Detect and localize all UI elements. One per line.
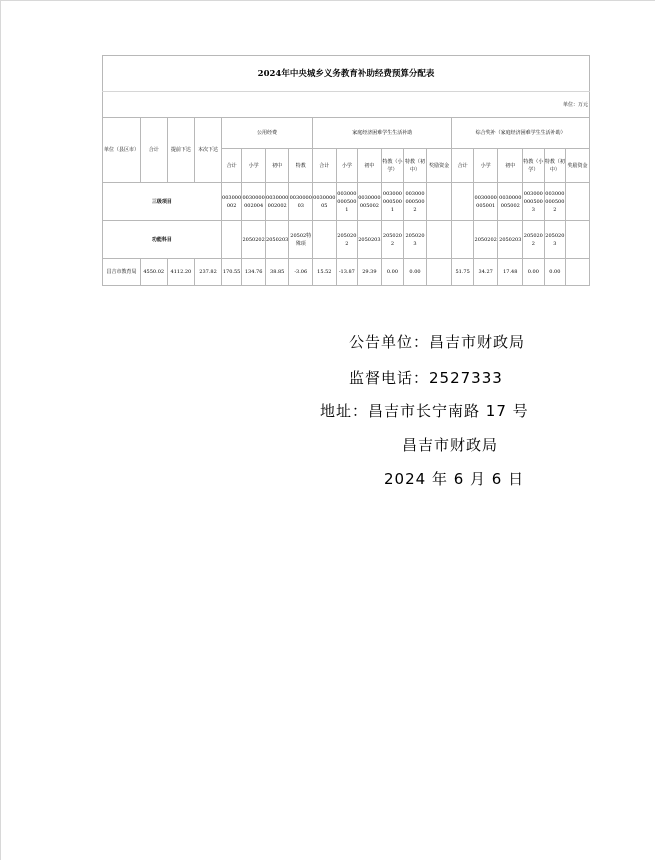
project-code-cell: 0030000005001 <box>381 183 404 221</box>
project-code-cell: 003000002 <box>221 183 241 221</box>
empty-cell <box>313 221 337 259</box>
sub-header-junior: 初中 <box>265 149 289 183</box>
sub-header-reward: 奖励资金 <box>426 149 452 183</box>
data-sch-special-primary: 0.00 <box>523 259 545 286</box>
page-edge-left <box>0 0 1 860</box>
data-fam-special-primary: 0.00 <box>381 259 404 286</box>
data-pub-junior: 38.85 <box>265 259 289 286</box>
budget-allocation-table <box>102 55 590 286</box>
empty-cell <box>566 221 590 259</box>
row-label-subject: 功能科目 <box>103 221 222 259</box>
empty-cell <box>426 221 452 259</box>
page-edge-top <box>0 0 655 1</box>
sub-header-total: 合计 <box>452 149 474 183</box>
header-total: 合计 <box>140 118 167 183</box>
subject-code-cell: 2050202 <box>473 221 498 259</box>
header-unit: 单位（县区市） <box>103 118 141 183</box>
project-code-cell: 0030000002002 <box>265 183 289 221</box>
header-public-funds: 公用经费 <box>221 118 312 149</box>
project-code-cell: 0030000005003 <box>523 183 545 221</box>
subject-code-cell: 2050203 <box>404 221 427 259</box>
project-code-cell: 0030000005002 <box>544 183 566 221</box>
sub-header-special: 特教 <box>289 149 313 183</box>
project-code-cell: 0030000005002 <box>358 183 382 221</box>
project-code-cell: 0030000005002 <box>498 183 523 221</box>
header-prev-issued: 提前下达 <box>167 118 195 183</box>
empty-cell <box>452 221 474 259</box>
data-sch-junior: 17.48 <box>498 259 523 286</box>
unit-label: 单位：万元 <box>103 92 590 118</box>
address: 地址：昌吉市长宁南路 17 号 <box>320 402 529 420</box>
header-family-support: 家庭经济困难学生生活补助 <box>313 118 452 149</box>
sub-header-primary: 小学 <box>242 149 266 183</box>
sub-header-primary: 小学 <box>336 149 358 183</box>
subject-code-cell: 2050203 <box>498 221 523 259</box>
sub-header-special-primary: 特教（小学） <box>381 149 404 183</box>
data-pub-total: 170.55 <box>221 259 241 286</box>
data-total: 4550.02 <box>140 259 167 286</box>
sub-header-reward: 奖励资金 <box>566 149 590 183</box>
project-code-cell: 0030000005001 <box>473 183 498 221</box>
subject-code-cell: 2050203 <box>544 221 566 259</box>
data-prev-issued: 4112.20 <box>167 259 195 286</box>
header-this-issued: 本次下达 <box>195 118 222 183</box>
data-this-issued: 237.82 <box>195 259 222 286</box>
sub-header-total: 合计 <box>221 149 241 183</box>
empty-cell <box>452 183 474 221</box>
data-fam-reward <box>426 259 452 286</box>
project-code-cell: 0030000005002 <box>404 183 427 221</box>
data-fam-primary: -13.87 <box>336 259 358 286</box>
sub-header-total: 合计 <box>313 149 337 183</box>
data-fam-total: 15.52 <box>313 259 337 286</box>
project-code-cell: 003000003 <box>289 183 313 221</box>
subject-code-cell: 2050202 <box>523 221 545 259</box>
sub-header-special-junior: 特教（初中） <box>544 149 566 183</box>
empty-cell <box>221 221 241 259</box>
table-title: 2024年中央城乡义务教育补助经费预算分配表 <box>103 56 590 92</box>
data-pub-special: -3.06 <box>289 259 313 286</box>
data-unit-name: 昌吉市教育局 <box>103 259 141 286</box>
subject-code-cell: 2050202 <box>242 221 266 259</box>
header-scholarship: 综合奖补（家庭经济困难学生生活补助） <box>452 118 590 149</box>
subject-code-cell: 2050203 <box>358 221 382 259</box>
data-sch-primary: 34.27 <box>473 259 498 286</box>
issuer: 昌吉市财政局 <box>402 436 499 454</box>
subject-code-cell: 2050203 <box>265 221 289 259</box>
empty-cell <box>566 183 590 221</box>
data-fam-special-junior: 0.00 <box>404 259 427 286</box>
sub-header-junior: 初中 <box>358 149 382 183</box>
supervision-phone: 监督电话：2527333 <box>349 369 503 387</box>
sub-header-junior: 初中 <box>498 149 523 183</box>
subject-code-cell: 2050202 <box>381 221 404 259</box>
issue-date: 2024 年 6 月 6 日 <box>384 470 525 488</box>
subject-code-cell: 20502特殊项 <box>289 221 313 259</box>
sub-header-special-primary: 特教（小学） <box>523 149 545 183</box>
data-sch-special-junior: 0.00 <box>544 259 566 286</box>
subject-code-cell: 2050202 <box>336 221 358 259</box>
sub-header-special-junior: 特教（初中） <box>404 149 427 183</box>
project-code-cell: 0030000002004 <box>242 183 266 221</box>
project-code-cell: 003000005 <box>313 183 337 221</box>
data-sch-reward <box>566 259 590 286</box>
data-pub-primary: 134.76 <box>242 259 266 286</box>
project-code-cell: 0030000005001 <box>336 183 358 221</box>
data-sch-total: 51.75 <box>452 259 474 286</box>
announce-unit: 公告单位：昌吉市财政局 <box>349 333 526 351</box>
empty-cell <box>426 183 452 221</box>
sub-header-primary: 小学 <box>473 149 498 183</box>
row-label-project: 三级项目 <box>103 183 222 221</box>
data-fam-junior: 29.39 <box>358 259 382 286</box>
